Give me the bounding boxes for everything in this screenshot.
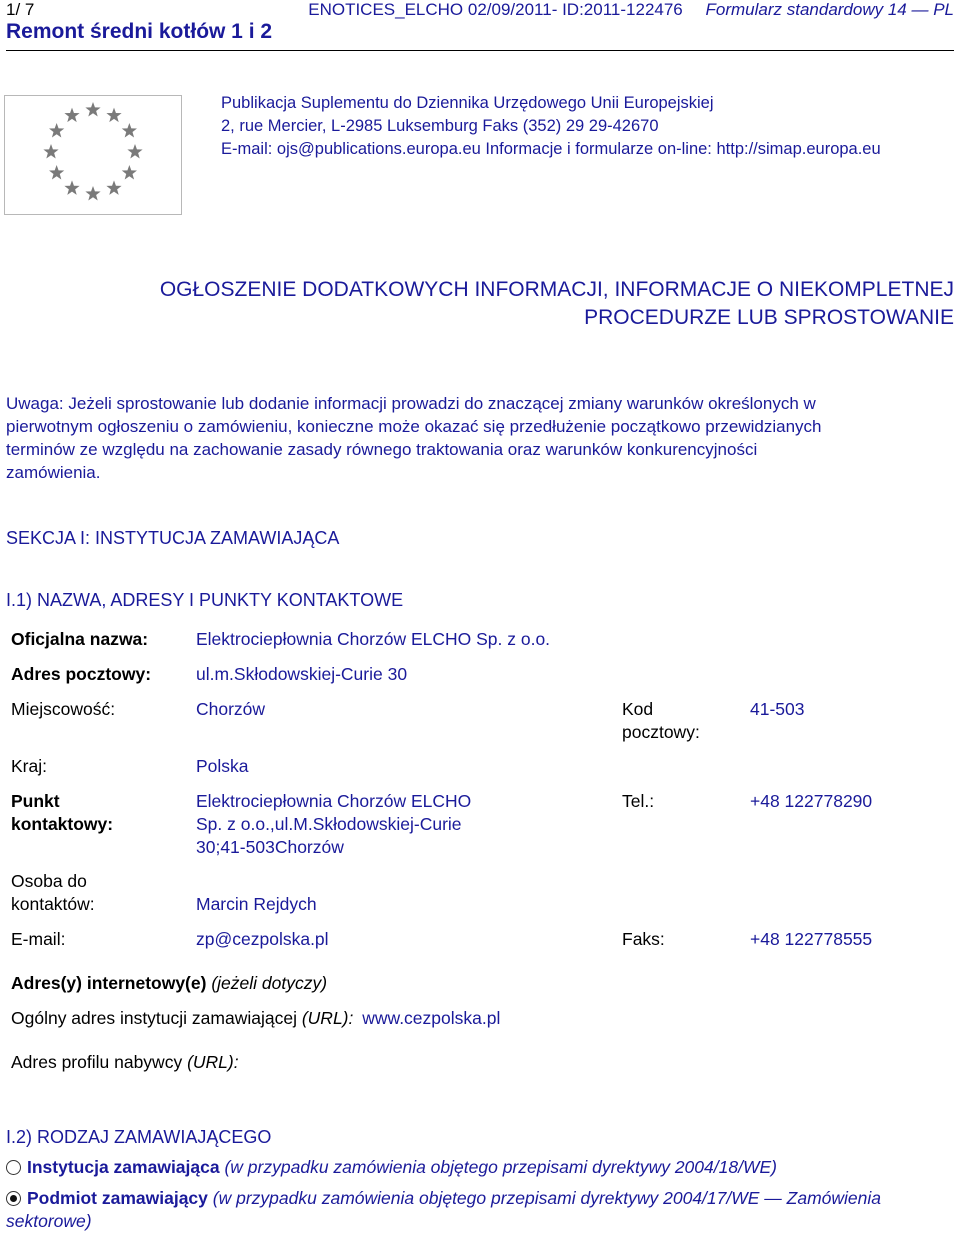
eu-star-icon [49,165,64,179]
publication-line: E-mail: ojs@publications.europa.eu Informacje i formularze on-line: http://simap.europa.eu [221,140,881,158]
eu-star-icon [85,186,100,200]
eu-star-icon [106,108,121,122]
publication-info [221,92,881,161]
town-value: Chorzów [196,699,266,719]
subsection-heading: I.1) NAZWA, ADRESY I PUNKTY KONTAKTOWE [6,590,404,610]
contact-point-line: Elektrociepłownia Chorzów ELCHO [196,791,472,811]
eu-star-icon [106,180,121,194]
option-contracting-authority [27,1156,777,1179]
subsection-heading: I.2) RODZAJ ZAMAWIAJĄCEGO [6,1127,272,1147]
contact-point-line: Sp. z o.o.,ul.M.Skłodowskiej-Curie [196,814,462,834]
postal-code-value: 41-503 [750,699,805,719]
option-note: (w przypadku zamówienia objętego przepisami dyrektywy 2004/17/WE — Zamówienia [212,1188,881,1208]
page-counter: 1/ 7 [6,0,35,19]
eu-star-icon [43,144,58,158]
eu-flag-icon [4,95,182,215]
internet-heading-text: Adres(y) internetowy(e) [11,973,207,993]
contact-point-label [11,790,113,836]
postal-code-label-line: pocztowy: [622,722,700,742]
general-url-label: Ogólny adres instytucji zamawiającej [11,1008,297,1028]
note-line: Uwaga: Jeżeli sprostowanie lub dodanie informacji prowadzi do znaczącej zmiany warunków określonych w [6,394,816,413]
general-url-link[interactable]: www.cezpolska.pl [362,1008,501,1028]
contact-point-value [196,790,471,859]
publication-line: 2, rue Mercier, L-2985 Luksemburg Faks (352) 29 29-42670 [221,117,659,135]
fax-value: +48 122778555 [750,929,873,949]
option-label: Podmiot zamawiający [27,1188,208,1208]
eu-stars [5,96,181,214]
note-line: zamówienia. [6,463,101,482]
country-label: Kraj: [11,756,47,776]
document-title: Remont średni kotłów 1 i 2 [6,20,273,43]
notice-title [10,276,954,332]
option-note: (w przypadku zamówienia objętego przepisami dyrektywy 2004/18/WE) [224,1157,777,1177]
buyer-profile-tag: (URL): [187,1052,239,1072]
contact-person-value: Marcin Rejdych [196,894,317,914]
buyer-profile-row [11,1051,239,1074]
town-label: Miejscowość: [11,699,116,719]
tel-label: Tel.: [622,791,655,811]
eu-star-icon [64,108,79,122]
eu-star-icon [49,123,64,137]
option-note-continuation: sektorowe) [6,1211,92,1231]
section-heading: SEKCJA I: INSTYTUCJA ZAMAWIAJĄCA [6,528,340,548]
country-value: Polska [196,756,249,776]
internet-heading [11,972,327,995]
eu-star-icon [85,102,100,116]
postal-code-label [622,698,700,744]
postal-address-value: ul.m.Skłodowskiej-Curie 30 [196,664,408,684]
note-line: terminów ze względu na zachowanie zasady równego traktowania oraz warunków konkurencyjności [6,440,758,459]
contact-person-label-line: Osoba do [11,871,87,891]
eu-star-icon [64,180,79,194]
general-url-tag: (URL): [301,1008,354,1028]
note-line: pierwotnym ogłoszeniu o zamówieniu, konieczne może okazać się przedłużenie początkowo przewidzianych [6,417,822,436]
radio-contracting-entity[interactable] [6,1191,21,1206]
option-contracting-entity [27,1187,957,1210]
eu-star-icon [127,144,142,158]
email-value[interactable]: zp@cezpolska.pl [196,929,329,949]
fax-label: Faks: [622,929,665,949]
notice-title-line: PROCEDURZE LUB SPROSTOWANIE [584,306,954,329]
contact-point-line: 30;41-503Chorzów [196,837,344,857]
internet-heading-note: (jeżeli dotyczy) [211,973,328,993]
postal-address-label: Adres pocztowy: [11,664,152,684]
official-name-label: Oficjalna nazwa: [11,629,149,649]
publication-id: ENOTICES_ELCHO 02/09/2011- ID:2011-122476 [308,0,683,19]
contact-point-label-line: kontaktowy: [11,814,114,834]
eu-star-icon [122,165,137,179]
general-url-row [11,1007,500,1030]
buyer-profile-label: Adres profilu nabywcy [11,1052,183,1072]
postal-code-label-line: Kod [622,699,654,719]
eu-star-icon [122,123,137,137]
official-name-value: Elektrociepłownia Chorzów ELCHO Sp. z o.o. [196,629,551,649]
header-meta [308,0,954,20]
publication-line: Publikacja Suplementu do Dziennika Urzędowego Unii Europejskiej [221,94,714,112]
radio-contracting-authority[interactable] [6,1160,21,1175]
tel-value: +48 122778290 [750,791,873,811]
notice-title-line: OGŁOSZENIE DODATKOWYCH INFORMACJI, INFORMACJE O NIEKOMPLETNEJ [159,278,954,301]
note-paragraph [6,392,951,484]
email-label: E-mail: [11,929,66,949]
form-label: Formularz standardowy 14 — PL [705,0,954,19]
contact-person-label-line: kontaktów: [11,894,95,914]
contact-point-label-line: Punkt [11,791,60,811]
contact-person-label [11,870,95,916]
header-divider [6,50,954,51]
option-label: Instytucja zamawiająca [27,1157,220,1177]
